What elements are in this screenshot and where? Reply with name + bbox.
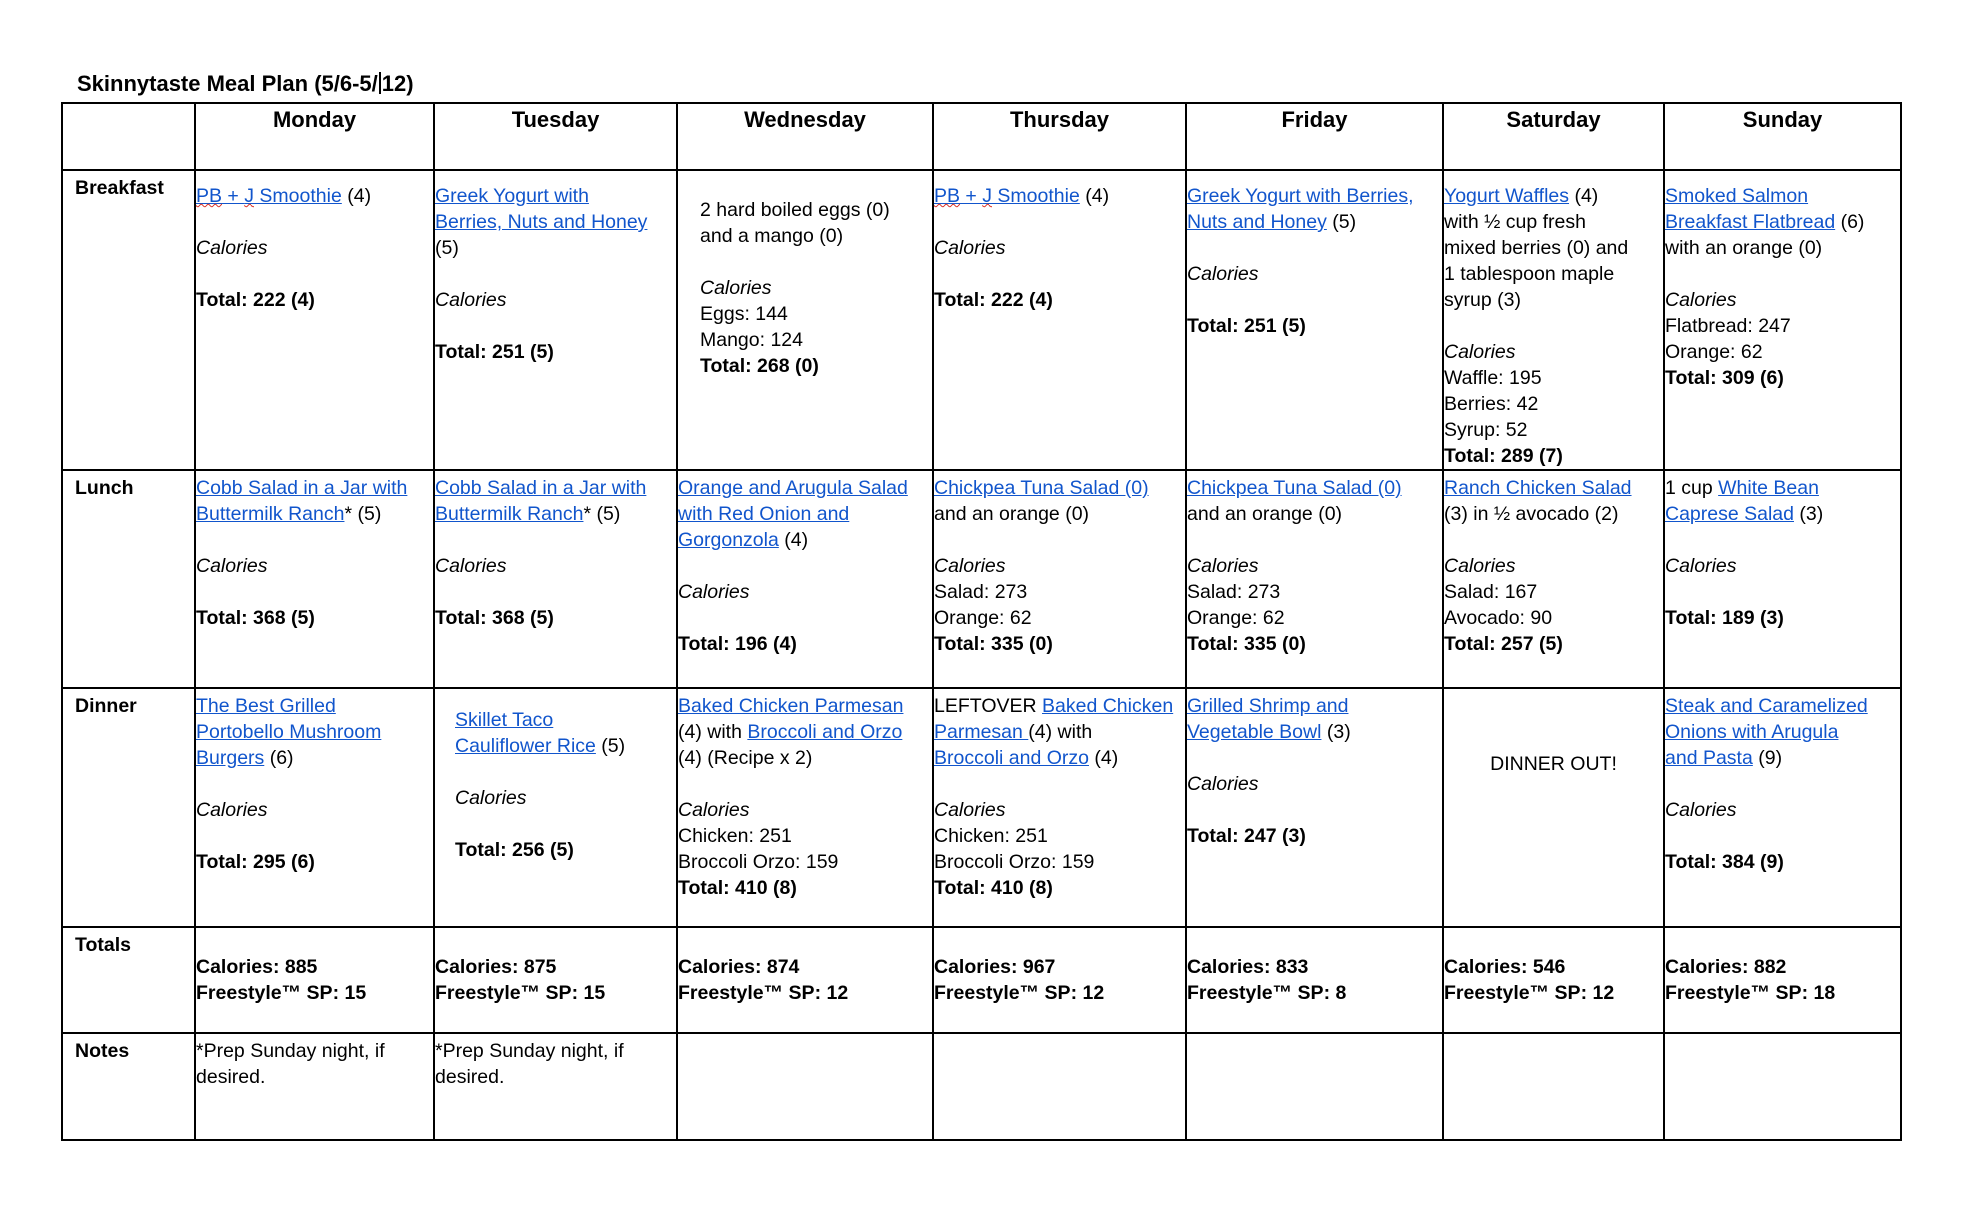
totals-saturday: Calories: 546 Freestyle™ SP: 12 bbox=[1443, 927, 1664, 1033]
lunch-wednesday: Orange and Arugula Salad with Red Onion and Gorgonzola (4) Calories Total: 196 (4) bbox=[677, 470, 933, 688]
recipe-link-pbj-smoothie[interactable]: PB + J Smoothie bbox=[196, 185, 342, 207]
totals-sunday: Calories: 882 Freestyle™ SP: 18 bbox=[1664, 927, 1901, 1033]
totals-wednesday: Calories: 874 Freestyle™ SP: 12 bbox=[677, 927, 933, 1033]
row-label-lunch: Lunch bbox=[62, 470, 195, 688]
recipe-link-chickpea-tuna-salad[interactable]: Chickpea Tuna Salad (0) bbox=[1187, 477, 1402, 499]
notes-tuesday: *Prep Sunday night, if desired. bbox=[434, 1033, 677, 1140]
notes-monday: *Prep Sunday night, if desired. bbox=[195, 1033, 434, 1140]
calories-label: Calories bbox=[1187, 555, 1259, 577]
meal-plan-table bbox=[61, 102, 1902, 1141]
meal-total: Total: 295 (6) bbox=[196, 851, 315, 873]
calories-label: Calories bbox=[934, 237, 1006, 259]
breakfast-row bbox=[62, 170, 1901, 470]
breakfast-thursday: PB + J Smoothie (4) Calories Total: 222 (4) bbox=[933, 170, 1186, 470]
calories-label: Calories bbox=[1187, 263, 1259, 285]
meal-total: Total: 196 (4) bbox=[678, 633, 797, 655]
recipe-link-steak-onions-pasta-3[interactable]: and Pasta bbox=[1665, 747, 1753, 769]
meal-total: Total: 368 (5) bbox=[435, 607, 554, 629]
calories-label: Calories bbox=[196, 555, 268, 577]
calories-label: Calories bbox=[455, 787, 527, 809]
dinner-row bbox=[62, 688, 1901, 927]
recipe-link-orange-arugula-salad-2[interactable]: with Red Onion and bbox=[678, 503, 850, 525]
calories-label: Calories bbox=[1665, 555, 1737, 577]
calories-label: Calories bbox=[700, 277, 772, 299]
notes-sunday bbox=[1664, 1033, 1901, 1140]
notes-saturday bbox=[1443, 1033, 1664, 1140]
recipe-link-cobb-salad-2[interactable]: Buttermilk Ranch bbox=[196, 503, 345, 525]
breakfast-saturday: Yogurt Waffles (4) with ½ cup fresh mixed berries (0) and 1 tablespoon maple syrup (3) Calories Waffle: 195 Berries: 42 Syrup: 52 Total: 289 (7) bbox=[1443, 170, 1664, 470]
meal-total: Total: 189 (3) bbox=[1665, 607, 1784, 629]
calories-label: Calories bbox=[1665, 289, 1737, 311]
meal-total: Total: 410 (8) bbox=[678, 877, 797, 899]
calories-label: Calories bbox=[435, 555, 507, 577]
recipe-link-salmon-flatbread[interactable]: Smoked Salmon bbox=[1665, 185, 1809, 207]
calories-label: Calories bbox=[1444, 341, 1516, 363]
lunch-sunday: 1 cup White Bean Caprese Salad (3) Calories Total: 189 (3) bbox=[1664, 470, 1901, 688]
lunch-monday: Cobb Salad in a Jar with Buttermilk Ranch* (5) Calories Total: 368 (5) bbox=[195, 470, 434, 688]
breakfast-friday: Greek Yogurt with Berries, Nuts and Honey (5) Calories Total: 251 (5) bbox=[1186, 170, 1443, 470]
recipe-link-orange-arugula-salad[interactable]: Orange and Arugula Salad bbox=[678, 477, 908, 499]
notes-friday bbox=[1186, 1033, 1443, 1140]
recipe-link-yogurt-waffles[interactable]: Yogurt Waffles bbox=[1444, 185, 1570, 207]
lunch-saturday: Ranch Chicken Salad (3) in ½ avocado (2) Calories Salad: 167 Avocado: 90 Total: 257 (5) bbox=[1443, 470, 1664, 688]
recipe-link-shrimp-vegetable-bowl-2[interactable]: Vegetable Bowl bbox=[1187, 721, 1322, 743]
recipe-link-pbj-smoothie[interactable]: PB + J Smoothie bbox=[934, 185, 1080, 207]
totals-monday: Calories: 885 Freestyle™ SP: 15 bbox=[195, 927, 434, 1033]
recipe-link-chickpea-tuna-salad[interactable]: Chickpea Tuna Salad (0) bbox=[934, 477, 1149, 499]
recipe-link-white-bean-caprese-2[interactable]: Caprese Salad bbox=[1665, 503, 1794, 525]
meal-total: Total: 222 (4) bbox=[196, 289, 315, 311]
calories-label: Calories bbox=[435, 289, 507, 311]
meal-total: Total: 247 (3) bbox=[1187, 825, 1306, 847]
breakfast-tuesday: Greek Yogurt with Berries, Nuts and Honey (5) Calories Total: 251 (5) bbox=[434, 170, 677, 470]
recipe-link-broccoli-orzo[interactable]: Broccoli and Orzo bbox=[934, 747, 1089, 769]
recipe-link-baked-chicken-parmesan-2[interactable]: Parmesan bbox=[934, 721, 1029, 743]
day-header-tuesday: Tuesday bbox=[434, 103, 677, 170]
calories-label: Calories bbox=[1665, 799, 1737, 821]
dinner-sunday: Steak and Caramelized Onions with Arugula and Pasta (9) Calories Total: 384 (9) bbox=[1664, 688, 1901, 927]
breakfast-wednesday: 2 hard boiled eggs (0) and a mango (0) Calories Eggs: 144 Mango: 124 Total: 268 (0) bbox=[677, 170, 933, 470]
breakfast-sunday: Smoked Salmon Breakfast Flatbread (6) with an orange (0) Calories Flatbread: 247 Orange: 62 Total: 309 (6) bbox=[1664, 170, 1901, 470]
recipe-link-greek-yogurt[interactable]: Greek Yogurt with bbox=[435, 185, 589, 207]
recipe-link-portobello-burgers-2[interactable]: Portobello Mushroom bbox=[196, 721, 382, 743]
notes-row bbox=[62, 1033, 1901, 1140]
recipe-link-cobb-salad-2[interactable]: Buttermilk Ranch bbox=[435, 503, 584, 525]
calories-label: Calories bbox=[934, 555, 1006, 577]
header-row bbox=[62, 103, 1901, 170]
recipe-link-taco-cauliflower-rice-2[interactable]: Cauliflower Rice bbox=[455, 735, 596, 757]
meal-total: Total: 368 (5) bbox=[196, 607, 315, 629]
totals-tuesday: Calories: 875 Freestyle™ SP: 15 bbox=[434, 927, 677, 1033]
notes-thursday bbox=[933, 1033, 1186, 1140]
calories-label: Calories bbox=[196, 237, 268, 259]
day-header-saturday: Saturday bbox=[1443, 103, 1664, 170]
meal-total: Total: 251 (5) bbox=[435, 341, 554, 363]
corner-cell bbox=[62, 103, 195, 170]
calories-label: Calories bbox=[934, 799, 1006, 821]
recipe-link-portobello-burgers-3[interactable]: Burgers bbox=[196, 747, 265, 769]
meal-total: Total: 309 (6) bbox=[1665, 367, 1784, 389]
meal-total: Total: 289 (7) bbox=[1444, 445, 1563, 467]
meal-total: Total: 256 (5) bbox=[455, 839, 574, 861]
day-header-monday: Monday bbox=[195, 103, 434, 170]
lunch-row bbox=[62, 470, 1901, 688]
day-header-sunday: Sunday bbox=[1664, 103, 1901, 170]
dinner-tuesday: Skillet Taco Cauliflower Rice (5) Calories Total: 256 (5) bbox=[434, 688, 677, 927]
recipe-link-steak-onions-pasta-2[interactable]: Onions with Arugula bbox=[1665, 721, 1839, 743]
recipe-link-cobb-salad[interactable]: Cobb Salad in a Jar with bbox=[435, 477, 647, 499]
recipe-link-cobb-salad[interactable]: Cobb Salad in a Jar with bbox=[196, 477, 408, 499]
day-header-wednesday: Wednesday bbox=[677, 103, 933, 170]
text-cursor bbox=[379, 72, 381, 94]
meal-total: Total: 410 (8) bbox=[934, 877, 1053, 899]
page-title bbox=[77, 70, 414, 98]
meal-total: Total: 222 (4) bbox=[934, 289, 1053, 311]
meal-total: Total: 251 (5) bbox=[1187, 315, 1306, 337]
calories-label: Calories bbox=[196, 799, 268, 821]
dinner-saturday bbox=[1443, 688, 1664, 927]
dinner-out-label: DINNER OUT! bbox=[1490, 753, 1617, 775]
title-text-end: 12) bbox=[381, 71, 414, 96]
day-header-thursday: Thursday bbox=[933, 103, 1186, 170]
row-label-dinner: Dinner bbox=[62, 688, 195, 927]
meal-total: Total: 268 (0) bbox=[700, 355, 819, 377]
recipe-link-baked-chicken-parmesan[interactable]: Baked Chicken Parmesan bbox=[678, 695, 904, 717]
dinner-thursday: LEFTOVER Baked Chicken Parmesan (4) with Broccoli and Orzo (4) Calories Chicken: 251 Broccoli Orzo: 159 Total: 410 (8) bbox=[933, 688, 1186, 927]
recipe-link-steak-onions-pasta[interactable]: Steak and Caramelized bbox=[1665, 695, 1868, 717]
calories-label: Calories bbox=[1444, 555, 1516, 577]
meal-total: Total: 257 (5) bbox=[1444, 633, 1563, 655]
meal-total: Total: 335 (0) bbox=[1187, 633, 1306, 655]
recipe-link-greek-yogurt-2[interactable]: Nuts and Honey bbox=[1187, 211, 1327, 233]
recipe-link-portobello-burgers[interactable]: The Best Grilled bbox=[196, 695, 336, 717]
recipe-link-greek-yogurt[interactable]: Greek Yogurt with Berries, bbox=[1187, 185, 1414, 207]
calories-label: Calories bbox=[1187, 773, 1259, 795]
row-label-totals: Totals bbox=[62, 927, 195, 1033]
calories-label: Calories bbox=[678, 581, 750, 603]
dinner-wednesday: Baked Chicken Parmesan (4) with Broccoli and Orzo (4) (Recipe x 2) Calories Chicken: 251 Broccoli Orzo: 159 Total: 410 (8) bbox=[677, 688, 933, 927]
recipe-link-taco-cauliflower-rice[interactable]: Skillet Taco bbox=[455, 709, 554, 731]
recipe-link-white-bean-caprese[interactable]: White Bean bbox=[1718, 477, 1819, 499]
recipe-link-salmon-flatbread-2[interactable]: Breakfast Flatbread bbox=[1665, 211, 1836, 233]
recipe-link-ranch-chicken-salad[interactable]: Ranch Chicken Salad bbox=[1444, 477, 1632, 499]
totals-thursday: Calories: 967 Freestyle™ SP: 12 bbox=[933, 927, 1186, 1033]
recipe-link-broccoli-orzo[interactable]: Broccoli and Orzo bbox=[747, 721, 903, 743]
calories-label: Calories bbox=[678, 799, 750, 821]
recipe-link-baked-chicken-parmesan[interactable]: Baked Chicken bbox=[1042, 695, 1174, 717]
lunch-friday: Chickpea Tuna Salad (0) and an orange (0) Calories Salad: 273 Orange: 62 Total: 335 (0) bbox=[1186, 470, 1443, 688]
title-text: Skinnytaste Meal Plan (5/6-5/ bbox=[77, 71, 378, 96]
row-label-notes: Notes bbox=[62, 1033, 195, 1140]
dinner-friday: Grilled Shrimp and Vegetable Bowl (3) Calories Total: 247 (3) bbox=[1186, 688, 1443, 927]
dinner-monday: The Best Grilled Portobello Mushroom Burgers (6) Calories Total: 295 (6) bbox=[195, 688, 434, 927]
meal-total: Total: 335 (0) bbox=[934, 633, 1053, 655]
recipe-link-greek-yogurt-2[interactable]: Berries, Nuts and Honey bbox=[435, 211, 648, 233]
recipe-link-shrimp-vegetable-bowl[interactable]: Grilled Shrimp and bbox=[1187, 695, 1349, 717]
day-header-friday: Friday bbox=[1186, 103, 1443, 170]
lunch-thursday: Chickpea Tuna Salad (0) and an orange (0) Calories Salad: 273 Orange: 62 Total: 335 (0) bbox=[933, 470, 1186, 688]
notes-wednesday bbox=[677, 1033, 933, 1140]
meal-total: Total: 384 (9) bbox=[1665, 851, 1784, 873]
recipe-link-orange-arugula-salad-3[interactable]: Gorgonzola bbox=[678, 529, 779, 551]
totals-friday: Calories: 833 Freestyle™ SP: 8 bbox=[1186, 927, 1443, 1033]
totals-row bbox=[62, 927, 1901, 1033]
lunch-tuesday: Cobb Salad in a Jar with Buttermilk Ranch* (5) Calories Total: 368 (5) bbox=[434, 470, 677, 688]
row-label-breakfast: Breakfast bbox=[62, 170, 195, 470]
breakfast-monday: PB + J Smoothie (4) Calories Total: 222 (4) bbox=[195, 170, 434, 470]
